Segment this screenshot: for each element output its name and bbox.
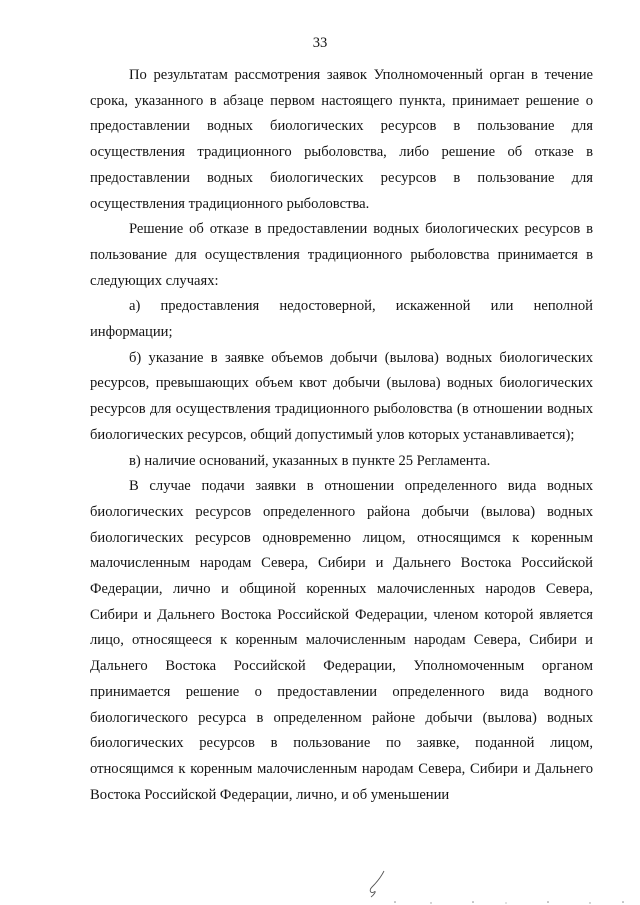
list-item-b-volume-exceeds-quota: б) указание в заявке объемов добычи (вылова) водных биологических ресурсов, превышающих объем квот добычи (вылова) водных биологических ресурсов для осуществления традиционного рыболовства (в отношении водных биологических ресурсов, общий допустимый улов которых устанавливается);	[90, 349, 593, 443]
paragraph-review-results: По результатам рассмотрения заявок Уполномоченный орган в течение срока, указанного в абзаце первом настоящего пункта, принимает решение о предоставлении водных биологических ресурсов в пользование для осуществления традиционного рыболовства, либо решение об отказе в предоставлении водных биологических ресурсов в пользование для осуществления традиционного рыболовства.	[90, 67, 593, 212]
paragraph-simultaneous-application: В случае подачи заявки в отношении определенного вида водных биологических ресурсов определенного района добычи (вылова) водных биологических ресурсов одновременно лицом, относящимся к коренным малочисленным народам Севера, Сибири и Дальнего Востока Российской Федерации, лично и общиной коренных малочисленных народов Севера, Сибири и Дальнего Востока Российской Федерации, членом которой является лицо, относящееся к коренным малочисленным народам Севера, Сибири и Дальнего Востока Российской Федерации, Уполномоченным органом принимается решение о предоставлении определенного вида водного биологического ресурса в определенном районе добычи (вылова) водных биологических ресурсов в пользование по заявке, поданной лицом, относящимся к коренным малочисленным народам Севера, Сибири и Дальнего Востока Российской Федерации, лично, и об уменьшении	[90, 478, 593, 803]
paragraph-refusal-decision: Решение об отказе в предоставлении водных биологических ресурсов в пользование для осуществления традиционного рыболовства принимается в следующих случаях:	[90, 221, 593, 289]
signature-mark	[366, 868, 388, 898]
list-item-a-unreliable-info: а) предоставления недостоверной, искаженной или неполной информации;	[90, 298, 593, 341]
page-number: 33	[312, 35, 328, 51]
scan-artifact-dots	[385, 899, 635, 905]
list-item-c-grounds-regulation: в) наличие оснований, указанных в пункте 25 Регламента.	[129, 452, 491, 469]
document-body	[90, 63, 593, 808]
